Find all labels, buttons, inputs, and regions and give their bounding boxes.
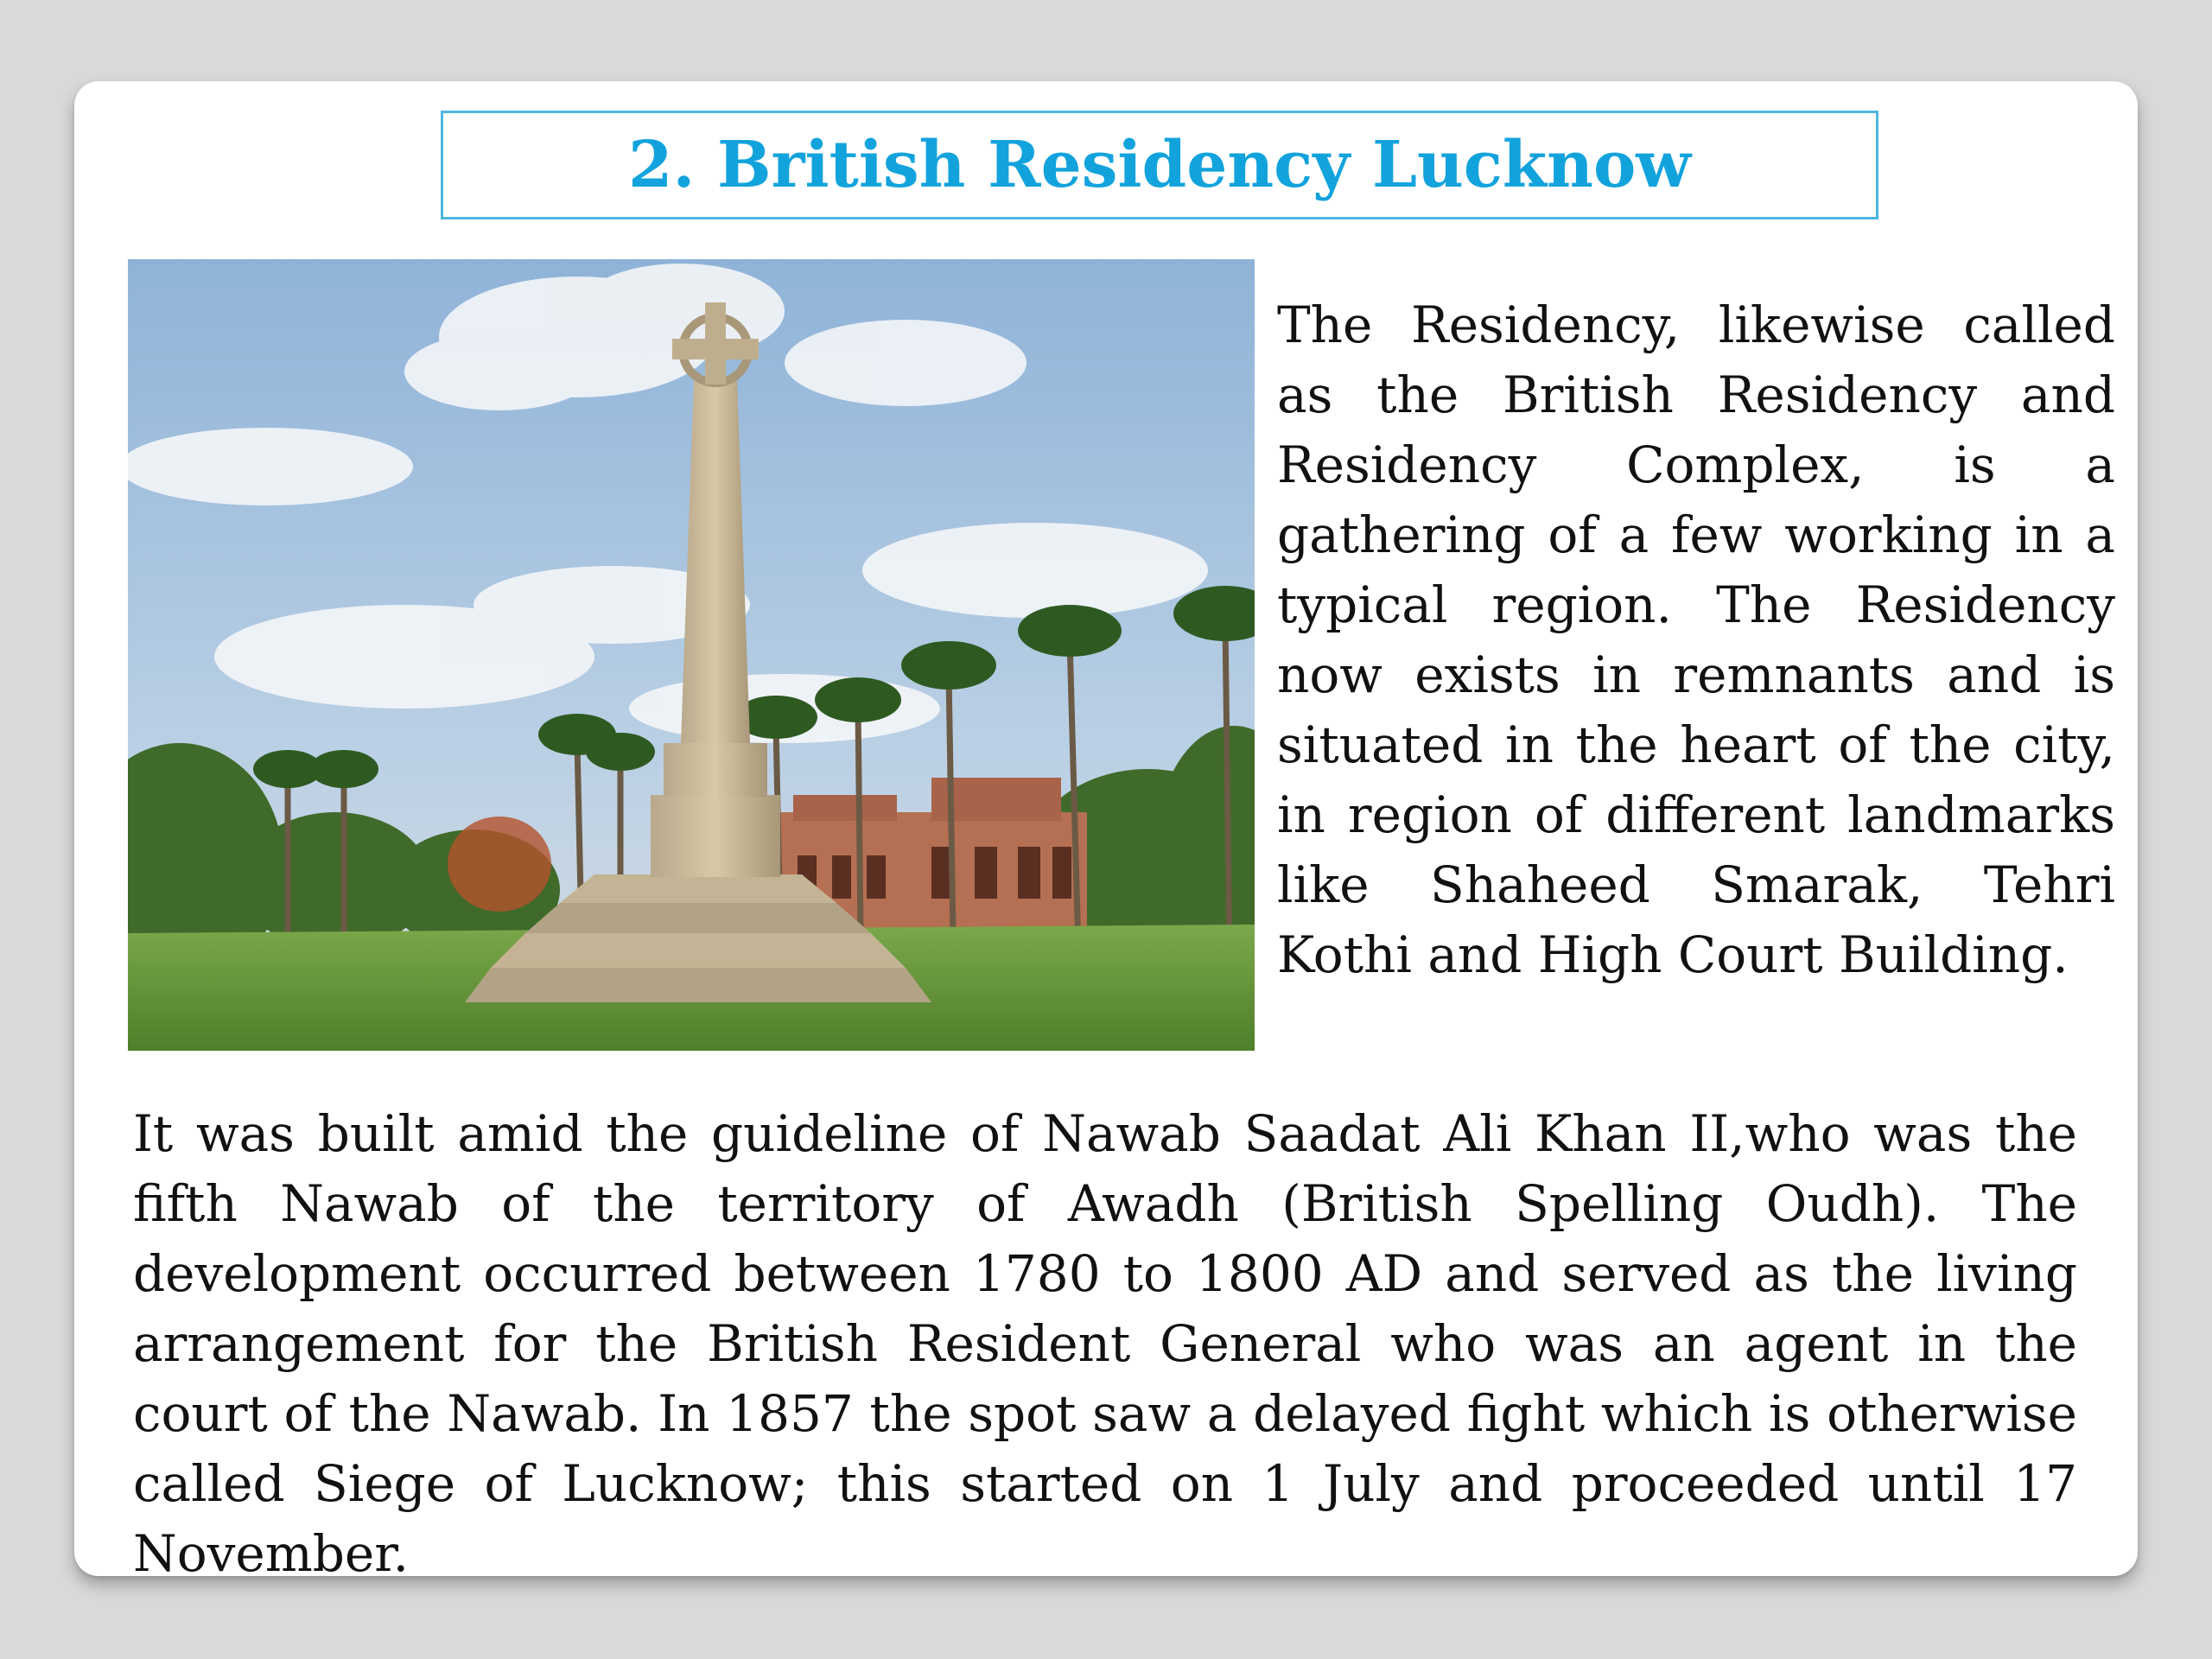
slide [74,81,2138,1583]
side-paragraph: The Residency, likewise called as the British Residency and Residency Complex, is a gathering of a few working in a typical region. The Residency now exists in remnants and is situated in the heart of the city, in region of different landmarks like Shaheed Smarak, Tehri Kothi and High Court Building. [1277,296,2115,984]
slide-title: 2. British Residency Lucknow [628,128,1691,202]
bottom-paragraph: It was built amid the guideline of Nawab Saadat Ali Khan II,who was the fifth Nawab of the territory of Awadh (British Spelling Oudh). The development occurred between 1780 to 1800 AD and served as the living arrangement for the British Resident General who was an agent in the court of the Nawab. In 1857 the spot saw a delayed fight which is otherwise called Siege of Lucknow; this started on 1 July and proceeded until 17 November. [133,1104,2077,1583]
title-box [441,111,1878,219]
residency-photo [128,259,1255,1051]
